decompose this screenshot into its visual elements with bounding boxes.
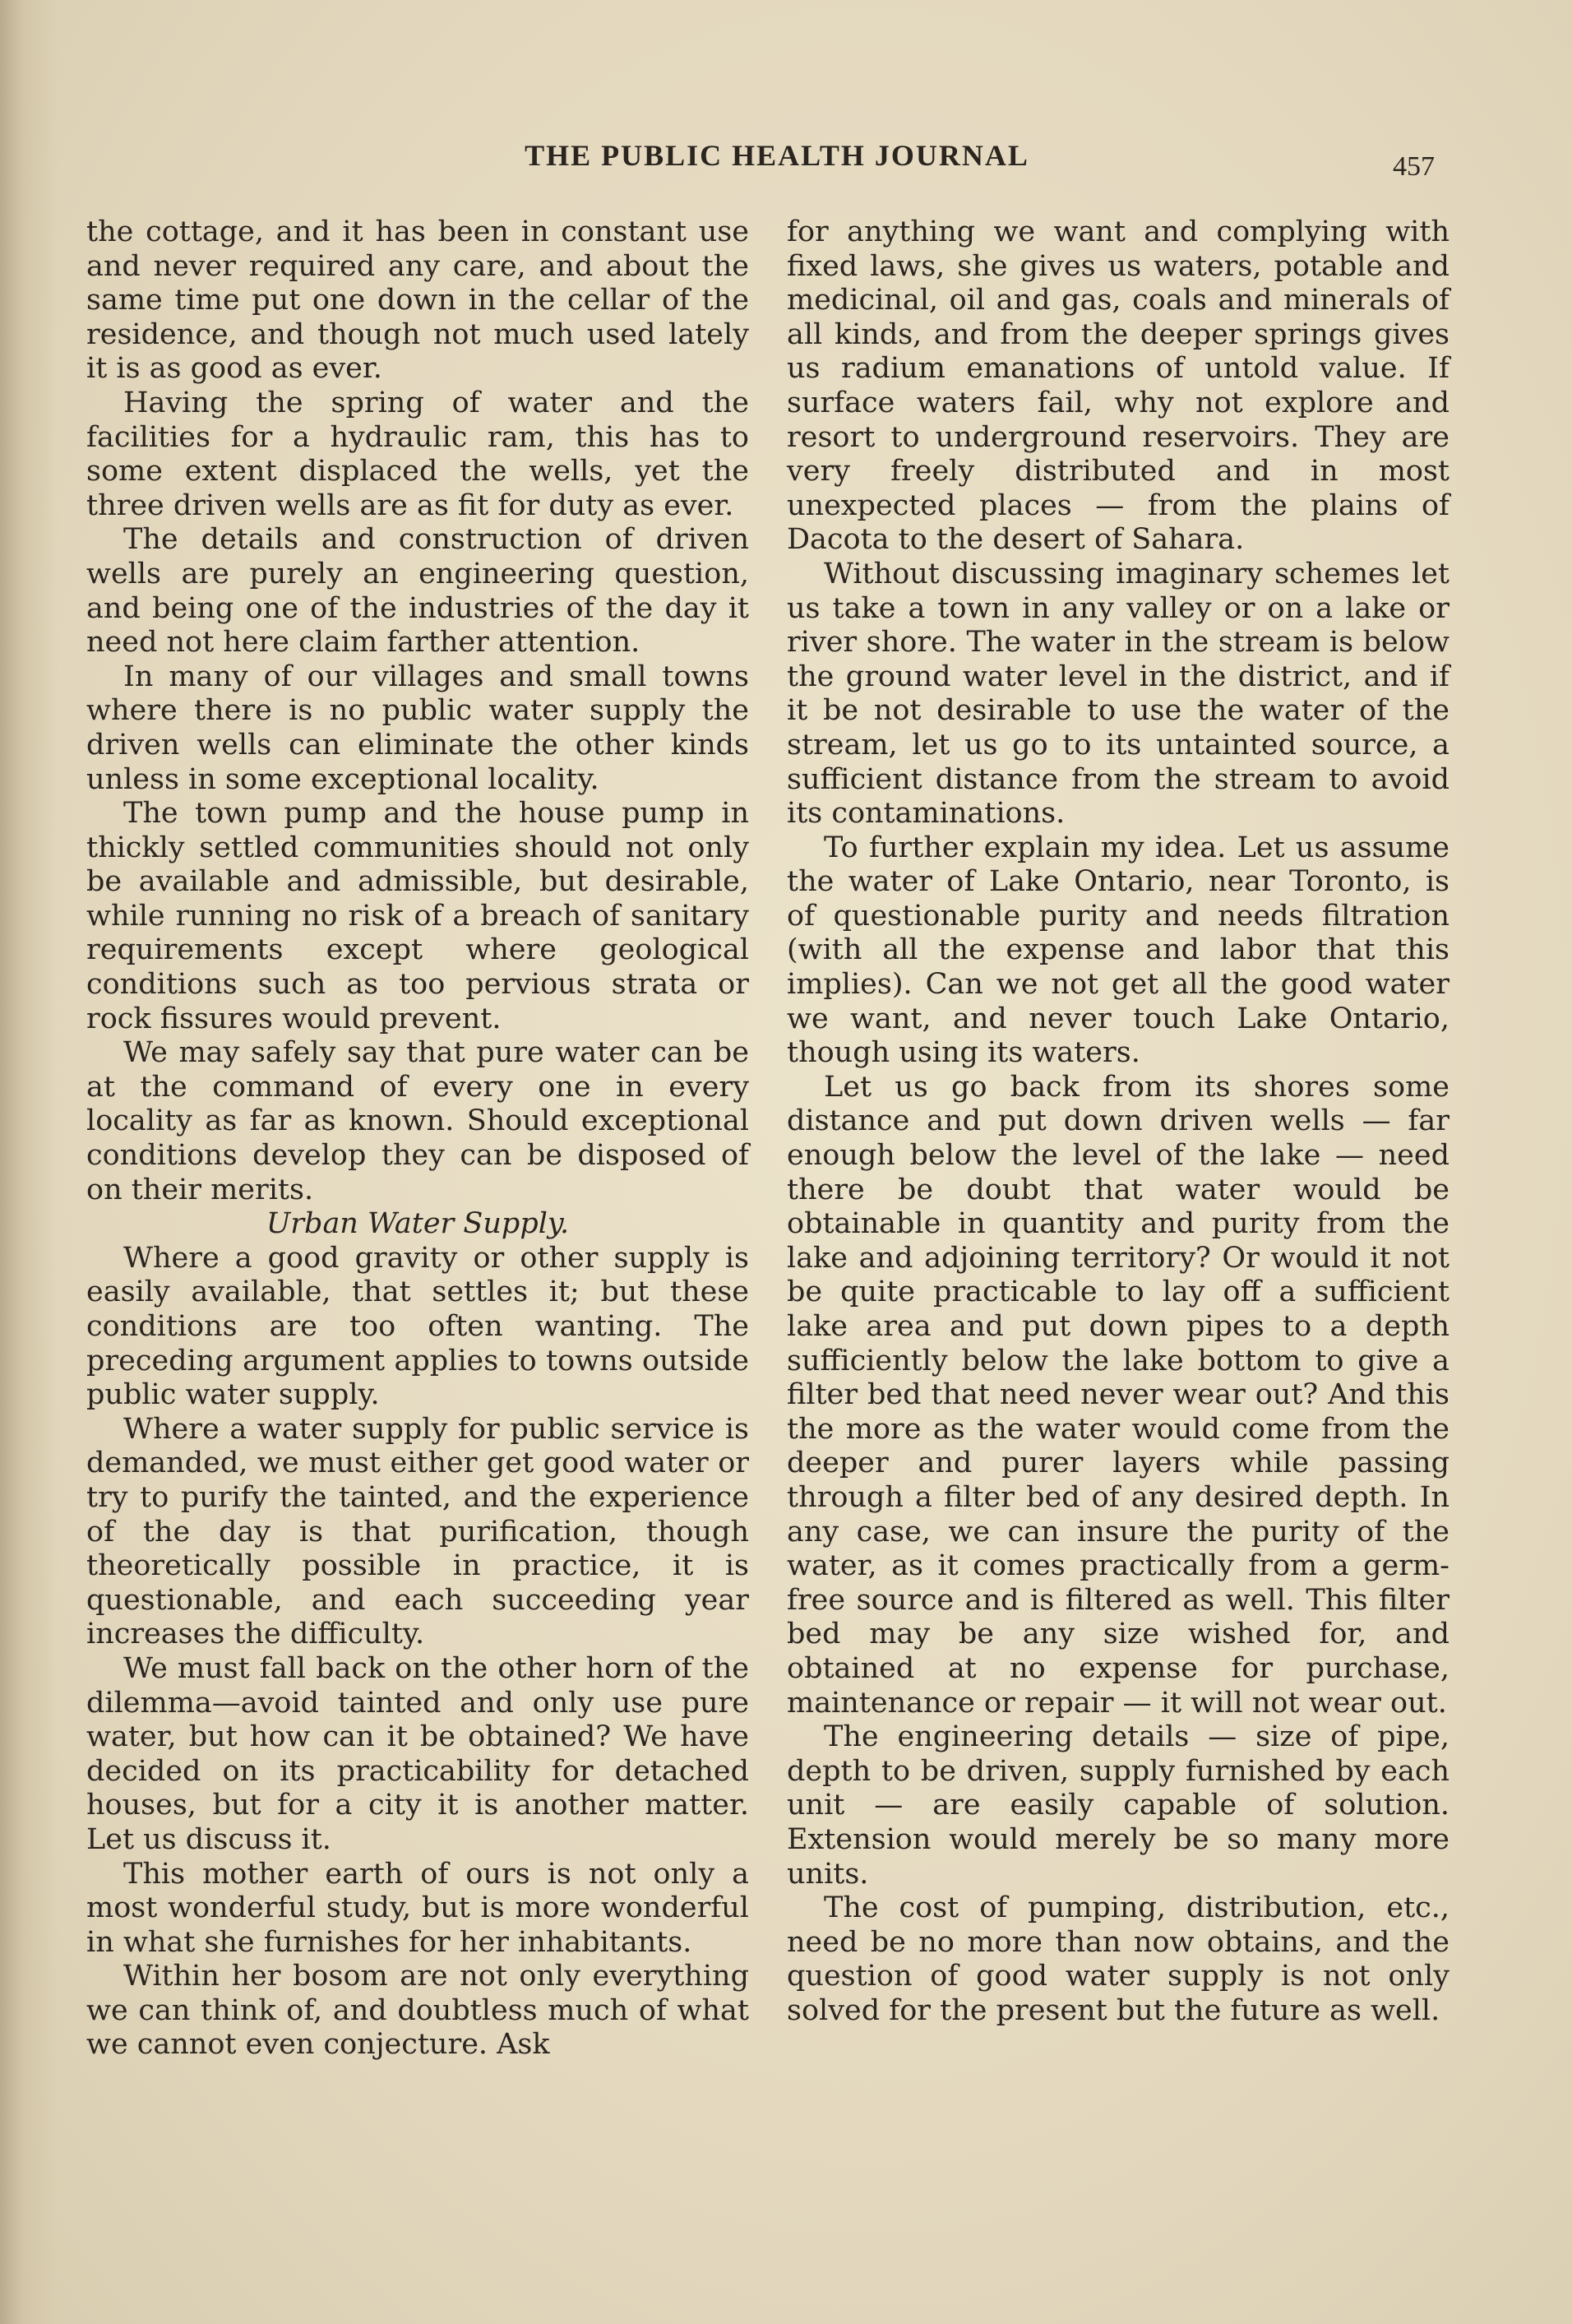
paragraph: Having the spring of water and the facilities for a hydraulic ram, this has to some extent displaced the wells, yet the three driven wells are as fit for duty as ever. xyxy=(86,386,749,522)
paragraph: The cost of pumping, distribution, etc., need be no more than now obtains, and the question of good water supply is not only solved for the present but the future as well. xyxy=(787,1891,1449,2027)
page-number: 457 xyxy=(1393,151,1435,182)
paragraph: We may safely say that pure water can be at the command of every one in every locality as far as known. Should exceptional conditions develop they can be disposed of on their merits. xyxy=(86,1036,749,1206)
left-column xyxy=(86,215,749,2062)
paragraph: Let us go back from its shores some distance and put down driven wells — far enough below the level of the lake — need there be doubt that water would be obtainable in quantity and purity from the lake and adjoining territory? Or would it not be quite practicable to lay off a sufficient lake area and put down pipes to a depth sufficiently below the lake bottom to give a filter bed that need never wear out? And this the more as the water would come from the deeper and purer layers while passing through a filter bed of any desired depth. In any case, we can insure the purity of the water, as it comes practically from a germ-free source and is filtered as well. This filter bed may be any size wished for, and obtained at no expense for purchase, maintenance or repair — it will not wear out. xyxy=(787,1070,1449,1720)
running-head: THE PUBLIC HEALTH JOURNAL xyxy=(525,139,1029,172)
binding-shadow xyxy=(0,0,58,2324)
paragraph: for anything we want and complying with fixed laws, she gives us waters, potable and medicinal, oil and gas, coals and minerals of all kinds, and from the deeper springs gives us radium emanations of untold value. If surface waters fail, why not explore and resort to underground reservoirs. They are very freely distributed and in most unexpected places — from the plains of Dacota to the desert of Sahara. xyxy=(787,215,1449,557)
paragraph: To further explain my idea. Let us assume the water of Lake Ontario, near Toronto, is of questionable purity and needs filtration (with all the expense and labor that this implies). Can we not get all the good water we want, and never touch Lake Ontario, though using its waters. xyxy=(787,831,1449,1070)
paragraph: We must fall back on the other horn of the dilemma—avoid tainted and only use pure water, but how can it be obtained? We have decided on its practicability for detached houses, but for a city it is another matter. Let us discuss it. xyxy=(86,1651,749,1856)
paragraph: In many of our villages and small towns where there is no public water supply the driven wells can eliminate the other kinds unless in some exceptional locality. xyxy=(86,660,749,796)
paragraph: Where a good gravity or other supply is easily available, that settles it; but these conditions are too often wanting. The preceding argument applies to towns outside public water supply. xyxy=(86,1241,749,1412)
paragraph: Within her bosom are not only everything we can think of, and doubtless much of what we cannot even conjecture. Ask xyxy=(86,1960,749,2062)
paragraph: The details and construction of driven wells are purely an engineering question, and being one of the industries of the day it need not here claim farther attention. xyxy=(86,523,749,660)
right-column xyxy=(787,215,1449,2028)
paragraph: Without discussing imaginary schemes let us take a town in any valley or on a lake or river shore. The water in the stream is below the ground water level in the district, and if it be not desirable to use the water of the stream, let us go to its untainted source, a sufficient distance from the stream to avoid its contaminations. xyxy=(787,557,1449,831)
paragraph: The town pump and the house pump in thickly settled communities should not only be available and admissible, but desirable, while running no risk of a breach of sanitary requirements except where geological conditions such as too pervious strata or rock fissures would prevent. xyxy=(86,797,749,1035)
paragraph: The engineering details — size of pipe, depth to be driven, supply furnished by each unit — are easily capable of solution. Extension would merely be so many more units. xyxy=(787,1720,1449,1891)
paragraph: This mother earth of ours is not only a most wonderful study, but is more wonderful in what she furnishes for her inhabitants. xyxy=(86,1857,749,1959)
paragraph: Where a water supply for public service is demanded, we must either get good water or try to purify the tainted, and the experience of the day is that purification, though theoretically possible in practice, it is questionable, and each succeeding year increases the difficulty. xyxy=(86,1412,749,1651)
paragraph: the cottage, and it has been in constant use and never required any care, and about the same time put one down in the cellar of the residence, and though not much used lately it is as good as ever. xyxy=(86,215,749,386)
section-heading: Urban Water Supply. xyxy=(266,1207,570,1241)
